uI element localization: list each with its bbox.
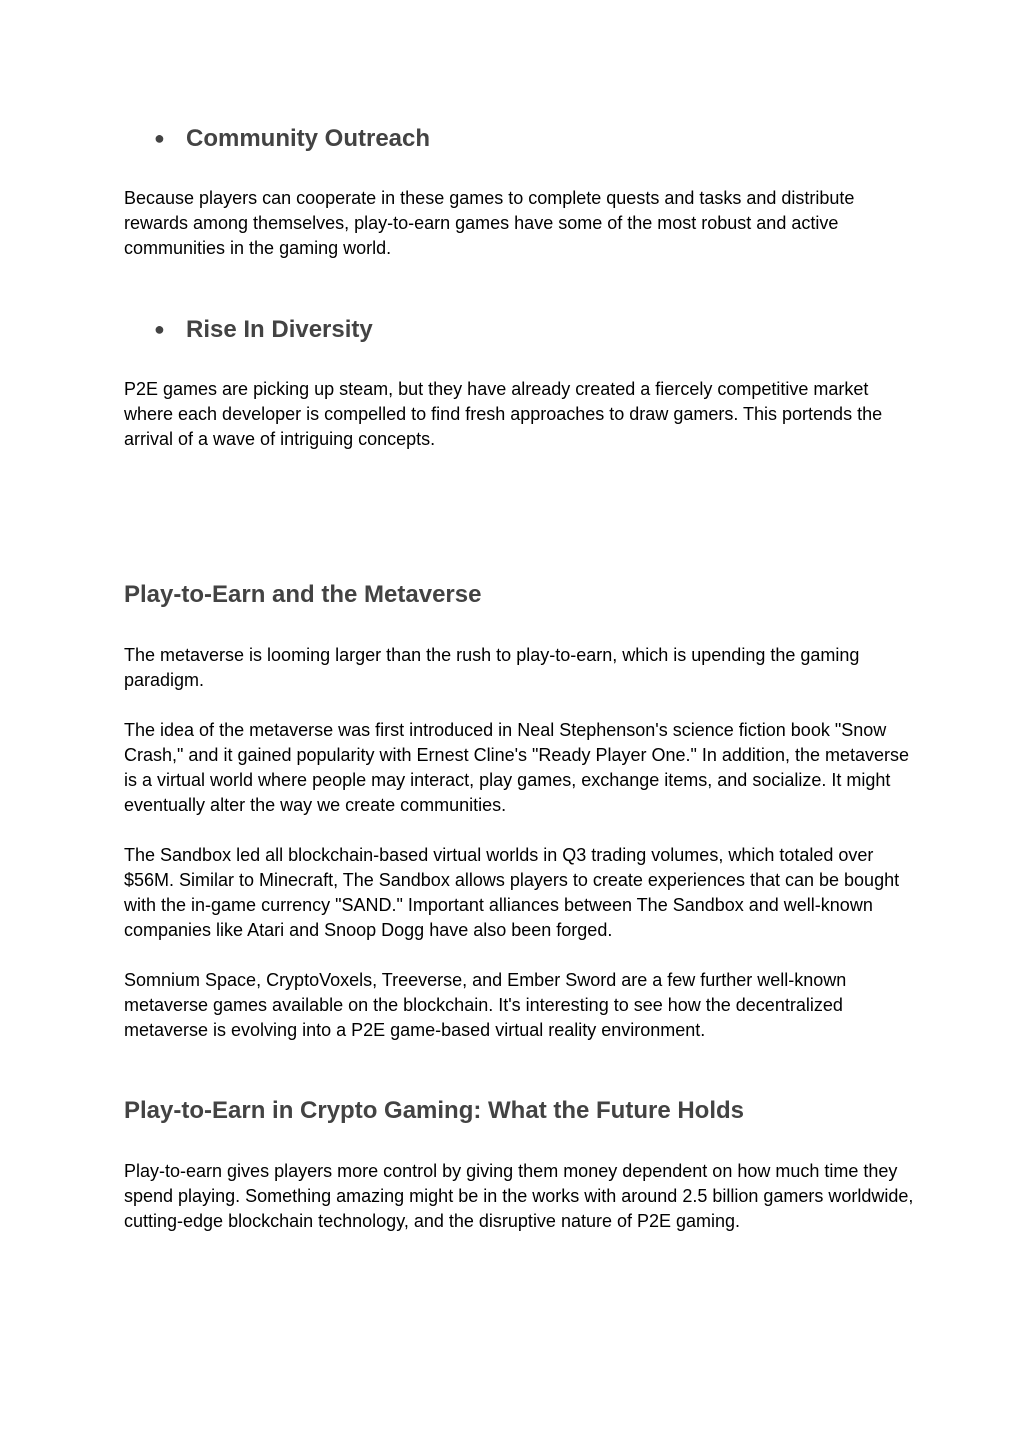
- rise-in-diversity-heading-text: Rise In Diversity: [186, 316, 373, 343]
- community-outreach-paragraph: Because players can cooperate in these games to complete quests and tasks and distribute rewards among themselves, play-to-earn games have some of the most robust and active communities in the gaming world.: [124, 188, 855, 258]
- metaverse-heading: Play-to-Earn and the Metaverse: [124, 581, 482, 608]
- community-outreach-heading: [154, 124, 430, 153]
- metaverse-paragraph: The Sandbox led all blockchain-based virtual worlds in Q3 trading volumes, which totaled over $56M. Similar to Minecraft, The Sandbox allows players to create experiences that can be bought with the in-game currency "SAND." Important alliances between The Sandbox and well-known companies like Atari and Snoop Dogg have also been forged.: [124, 845, 900, 940]
- future-heading: Play-to-Earn in Crypto Gaming: What the Future Holds: [124, 1097, 745, 1124]
- future-paragraph: Play-to-earn gives players more control by giving them money dependent on how much time they spend playing. Something amazing might be in the works with around 2.5 billion gamers worldwide, cutting-edge blockchain technology, and the disruptive nature of P2E gaming.: [124, 1161, 914, 1231]
- rise-in-diversity-heading: [154, 315, 373, 344]
- rise-in-diversity-paragraph: P2E games are picking up steam, but they have already created a fiercely competitive market where each developer is compelled to find fresh approaches to draw gamers. This portends the arrival of a wave of intriguing concepts.: [124, 379, 883, 449]
- metaverse-paragraph: The idea of the metaverse was first introduced in Neal Stephenson's science fiction book "Snow Crash," and it gained popularity with Ernest Cline's "Ready Player One." In addition, the metaverse is a virtual world where people may interact, play games, exchange items, and socialize. It might eventually alter the way we create communities.: [124, 720, 910, 815]
- bullet-icon: ●: [154, 128, 165, 148]
- metaverse-paragraph: Somnium Space, CryptoVoxels, Treeverse, and Ember Sword are a few further well-known metaverse games available on the blockchain. It's interesting to see how the decentralized metaverse is evolving into a P2E game-based virtual reality environment.: [124, 970, 847, 1040]
- metaverse-paragraph: The metaverse is looming larger than the rush to play-to-earn, which is upending the gaming paradigm.: [124, 645, 860, 690]
- bullet-icon: ●: [154, 319, 165, 339]
- community-outreach-heading-text: Community Outreach: [186, 125, 431, 152]
